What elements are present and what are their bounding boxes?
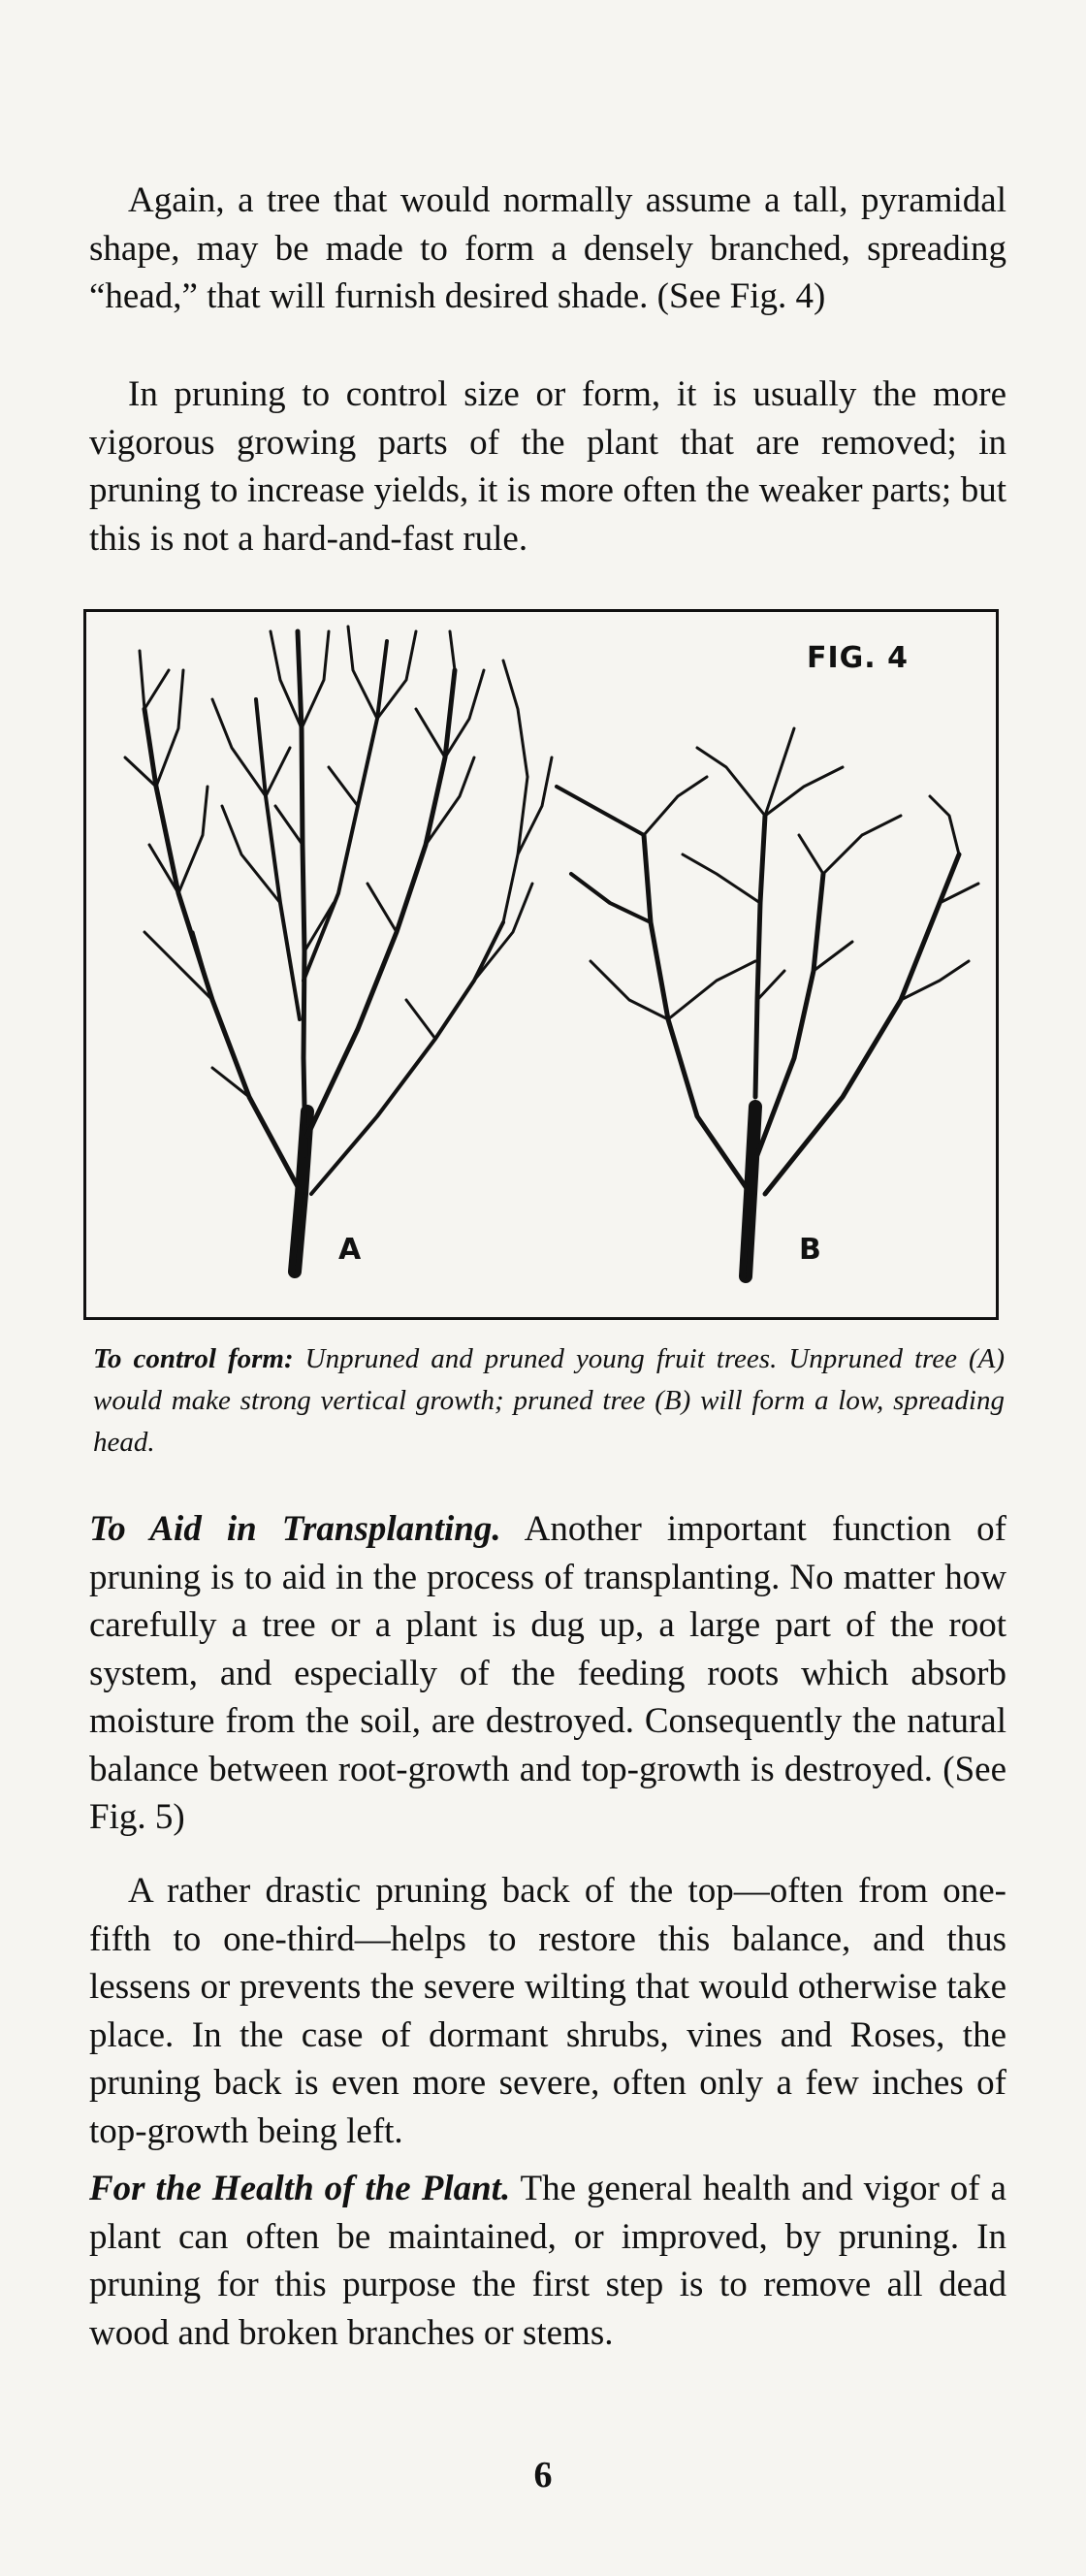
paragraph-3 <box>89 1505 1006 1842</box>
paragraph-4 <box>89 1867 1006 2155</box>
paragraph-2-text: In pruning to control size or form, it is usually the more vigorous growing parts of the plant that are removed; in pruning to increase yields, it is more often the weaker parts; but this is not a hard-and-fast rule. <box>89 374 1006 559</box>
page-number: 6 <box>533 2455 553 2496</box>
figure-4 <box>83 609 999 1320</box>
paragraph-2 <box>89 370 1006 563</box>
figure-title: FIG. 4 <box>807 641 909 675</box>
tree-b-pruned <box>557 728 978 1278</box>
paragraph-5 <box>89 2165 1006 2357</box>
section-heading-transplanting: To Aid in Transplanting. <box>89 1509 501 1549</box>
figure-caption <box>93 1338 1005 1464</box>
paragraph-4-text: A rather drastic pruning back of the top—often from one-fifth to one-third—helps to restore this balance, and thus lessens or prevents the severe wilting that would otherwise take place. In the case of dormant shrubs, vines and Roses, the pruning back is even more severe, often only a few inches of top-growth being left. <box>89 1871 1006 2151</box>
paragraph-1-text: Again, a tree that would normally assume a tall, pyramidal shape, may be made to form a densely branched, spreading “head,” that will furnish desired shade. (See Fig. 4) <box>89 180 1006 316</box>
tree-a-label: A <box>338 1233 362 1267</box>
paragraph-5-text <box>89 2165 1006 2357</box>
caption-lead: To control form: <box>93 1343 294 1374</box>
paragraph-3-text <box>89 1505 1006 1842</box>
tree-a-unpruned <box>125 627 552 1273</box>
caption-text: Unpruned and pruned young fruit trees. Unpruned tree (A) would make strong vertical growth; pruned tree (B) will form a low, spreading head. <box>93 1343 1006 1458</box>
paragraph-1 <box>89 177 1006 321</box>
tree-b-label: B <box>799 1233 821 1267</box>
tree-illustration <box>86 612 996 1317</box>
paragraph-3-body: Another important function of pruning is to aid in the process of transplanting. No matter how carefully a tree or a plant is dug up, a large part of the root system, and especially of the feeding roots which absorb moisture from the soil, are destroyed. Consequently the natural balance between root-growth and top-growth is destroyed. (See Fig. 5) <box>89 1509 1006 1837</box>
paragraph-5-body: The general health and vigor of a plant can often be maintained, or improved, by pruning. In pruning for this purpose the first step is to remove all dead wood and broken branches or stems. <box>89 2169 1006 2353</box>
section-heading-health: For the Health of the Plant. <box>89 2169 511 2208</box>
